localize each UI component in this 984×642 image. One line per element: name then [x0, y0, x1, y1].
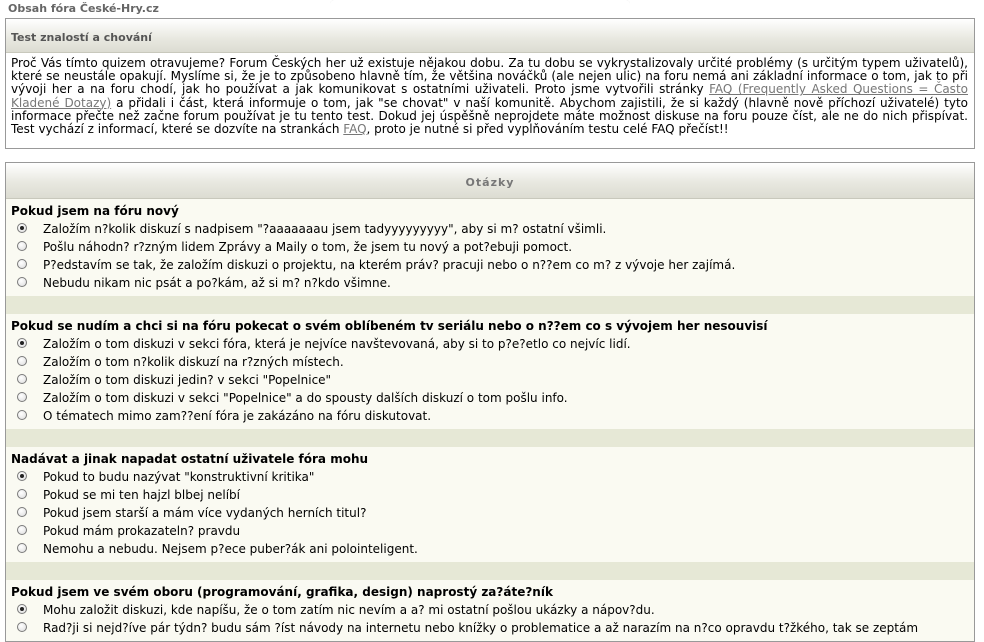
answer-label: Nebudu nikam nic psát a po?kám, až si m? n?kdo všimne. — [43, 276, 391, 290]
radio-button[interactable] — [17, 392, 27, 402]
radio-button-selected[interactable] — [17, 338, 27, 348]
answer-option[interactable] — [11, 619, 974, 637]
answer-option[interactable] — [11, 256, 974, 274]
answer-option[interactable] — [11, 335, 974, 353]
questions-panel — [5, 162, 975, 642]
answer-option[interactable] — [11, 220, 974, 238]
answer-option[interactable] — [11, 601, 974, 619]
answer-label: Rad?ji si nejd?íve pár týdn? budu sám ?íst návody na internetu nebo knížky o problematice a až narazím na n?co opravdu t?žkého, tak se zeptám — [43, 621, 919, 635]
answer-label: Pokud jsem starší a mám více vydaných herních titul? — [43, 506, 367, 520]
answer-label: Pokud to budu nazývat "konstruktivní kritika" — [43, 470, 315, 484]
answer-label: Založím o tom diskuzi jedin? v sekci "Popelnice" — [43, 373, 332, 387]
question-title: Nadávat a jinak napadat ostatní uživatele fóra mohu — [11, 452, 369, 466]
question-title: Pokud se nudím a chci si na fóru pokecat o svém oblíbeném tv seriálu nebo o n??em co s vývojem her nesouvisí — [11, 319, 768, 333]
radio-button-selected[interactable] — [17, 471, 27, 481]
answer-option[interactable] — [11, 486, 974, 504]
answer-label: Pokud mám prokazateln? pravdu — [43, 524, 241, 538]
radio-button-selected[interactable] — [17, 223, 27, 233]
answer-label: Založím n?kolik diskuzí s nadpisem "?aaaaaaau jsem tadyyyyyyyyy", aby si m? ostatní všimli. — [43, 222, 607, 236]
question-separator — [6, 429, 974, 447]
radio-button[interactable] — [17, 543, 27, 553]
answer-option[interactable] — [11, 238, 974, 256]
question-separator — [6, 562, 974, 580]
answer-option[interactable] — [11, 522, 974, 540]
question-block — [6, 199, 974, 296]
answer-label: Pošlu náhodn? r?zným lidem Zprávy a Maily o tom, že jsem tu nový a pot?ebuji pomoct. — [43, 240, 573, 254]
intro-panel — [5, 18, 975, 149]
question-block — [6, 447, 974, 562]
answer-label: Založím o tom n?kolik diskuzí na r?zných místech. — [43, 355, 344, 369]
answer-option[interactable] — [11, 389, 974, 407]
radio-button[interactable] — [17, 489, 27, 499]
radio-button[interactable] — [17, 277, 27, 287]
answer-option[interactable] — [11, 504, 974, 522]
intro-heading: Test znalostí a chování — [6, 19, 974, 53]
question-title: Pokud jsem ve svém oboru (programování, grafika, design) naprostý za?áte?ník — [11, 585, 553, 599]
answer-option[interactable] — [11, 353, 974, 371]
intro-text-part-3: , proto je nutné si před vyplňováním testu celé FAQ přečíst!! — [366, 122, 729, 137]
intro-text-part-2: a přidali i část, která informuje o tom, jak "se chovat" v naší komunitě. Abychom zajistili, že si každý (hlavně nově příchozí uživatelé) tyto informace přečte než začne forum používat je tu tento test. Dokud jej úspěšně neprojdete máte možnost diskuse na foru pouze číst, ale ne do nich přispívat. Test vychází z informací, které se dozvíte na strankách — [11, 95, 968, 137]
question-block — [6, 314, 974, 429]
faq-link-short[interactable]: FAQ — [343, 122, 367, 137]
question-title: Pokud jsem na fóru nový — [11, 204, 179, 218]
answer-option[interactable] — [11, 468, 974, 486]
radio-button-selected[interactable] — [17, 604, 27, 614]
answer-label: Mohu založit diskuzi, kde napíšu, že o tom zatím nic nevím a a? mi ostatní pošlou ukázky a nápov?du. — [43, 603, 655, 617]
answer-option[interactable] — [11, 540, 974, 558]
question-block — [6, 580, 974, 641]
radio-button[interactable] — [17, 259, 27, 269]
answer-option[interactable] — [11, 371, 974, 389]
question-separator — [6, 296, 974, 314]
answer-option[interactable] — [11, 407, 974, 425]
radio-button[interactable] — [17, 241, 27, 251]
answer-label: Založím o tom diskuzi v sekci fóra, která je nejvíce navštevovaná, aby si to p?e?etlo co nejvíc lidí. — [43, 337, 631, 351]
site-title[interactable]: Obsah fóra České-Hry.cz — [8, 2, 159, 15]
radio-button[interactable] — [17, 356, 27, 366]
questions-heading: Otázky — [6, 163, 974, 199]
radio-button[interactable] — [17, 507, 27, 517]
intro-text-part-1: Proč Vás tímto quizem otravujeme? Forum Českých her už existuje nějakou dobu. Za tu dobu se vykrystalizovaly určité problémy (s určitým typem uživatelů), které se neustále opakují. Myslíme si, že je to způsobeno hlavně tím, že většina nováčků (ale nejen ulic) na foru nemá ani základní informace o tom, jak to při vývoji her a na foru chodí, jak ho používat a jak komunikovat s ostatními uživateli. Proto jsme vytvořili stránky — [11, 56, 968, 97]
faq-link-long[interactable]: FAQ (Frequently Asked Questions = Často Kladené Dotazy) — [11, 82, 968, 110]
top-bar — [0, 0, 984, 18]
answer-label: Nemohu a nebudu. Nejsem p?ece puber?ák ani polointeligent. — [43, 542, 418, 556]
radio-button[interactable] — [17, 525, 27, 535]
answer-label: Pokud se mi ten hajzl blbej nelíbí — [43, 488, 241, 502]
radio-button[interactable] — [17, 374, 27, 384]
radio-button[interactable] — [17, 622, 27, 632]
answer-option[interactable] — [11, 274, 974, 292]
radio-button[interactable] — [17, 410, 27, 420]
answer-label: Založím o tom diskuzi v sekci "Popelnice" a do spousty dalších diskuzí o tom pošlu info. — [43, 391, 568, 405]
answer-label: P?edstavím se tak, že založím diskuzi o projektu, na kterém práv? pracuji nebo o n??em co m? z vývoje her zajímá. — [43, 258, 736, 272]
answer-label: O tématech mimo zam??ení fóra je zakázáno na fóru diskutovat. — [43, 409, 432, 423]
intro-text — [6, 53, 974, 136]
